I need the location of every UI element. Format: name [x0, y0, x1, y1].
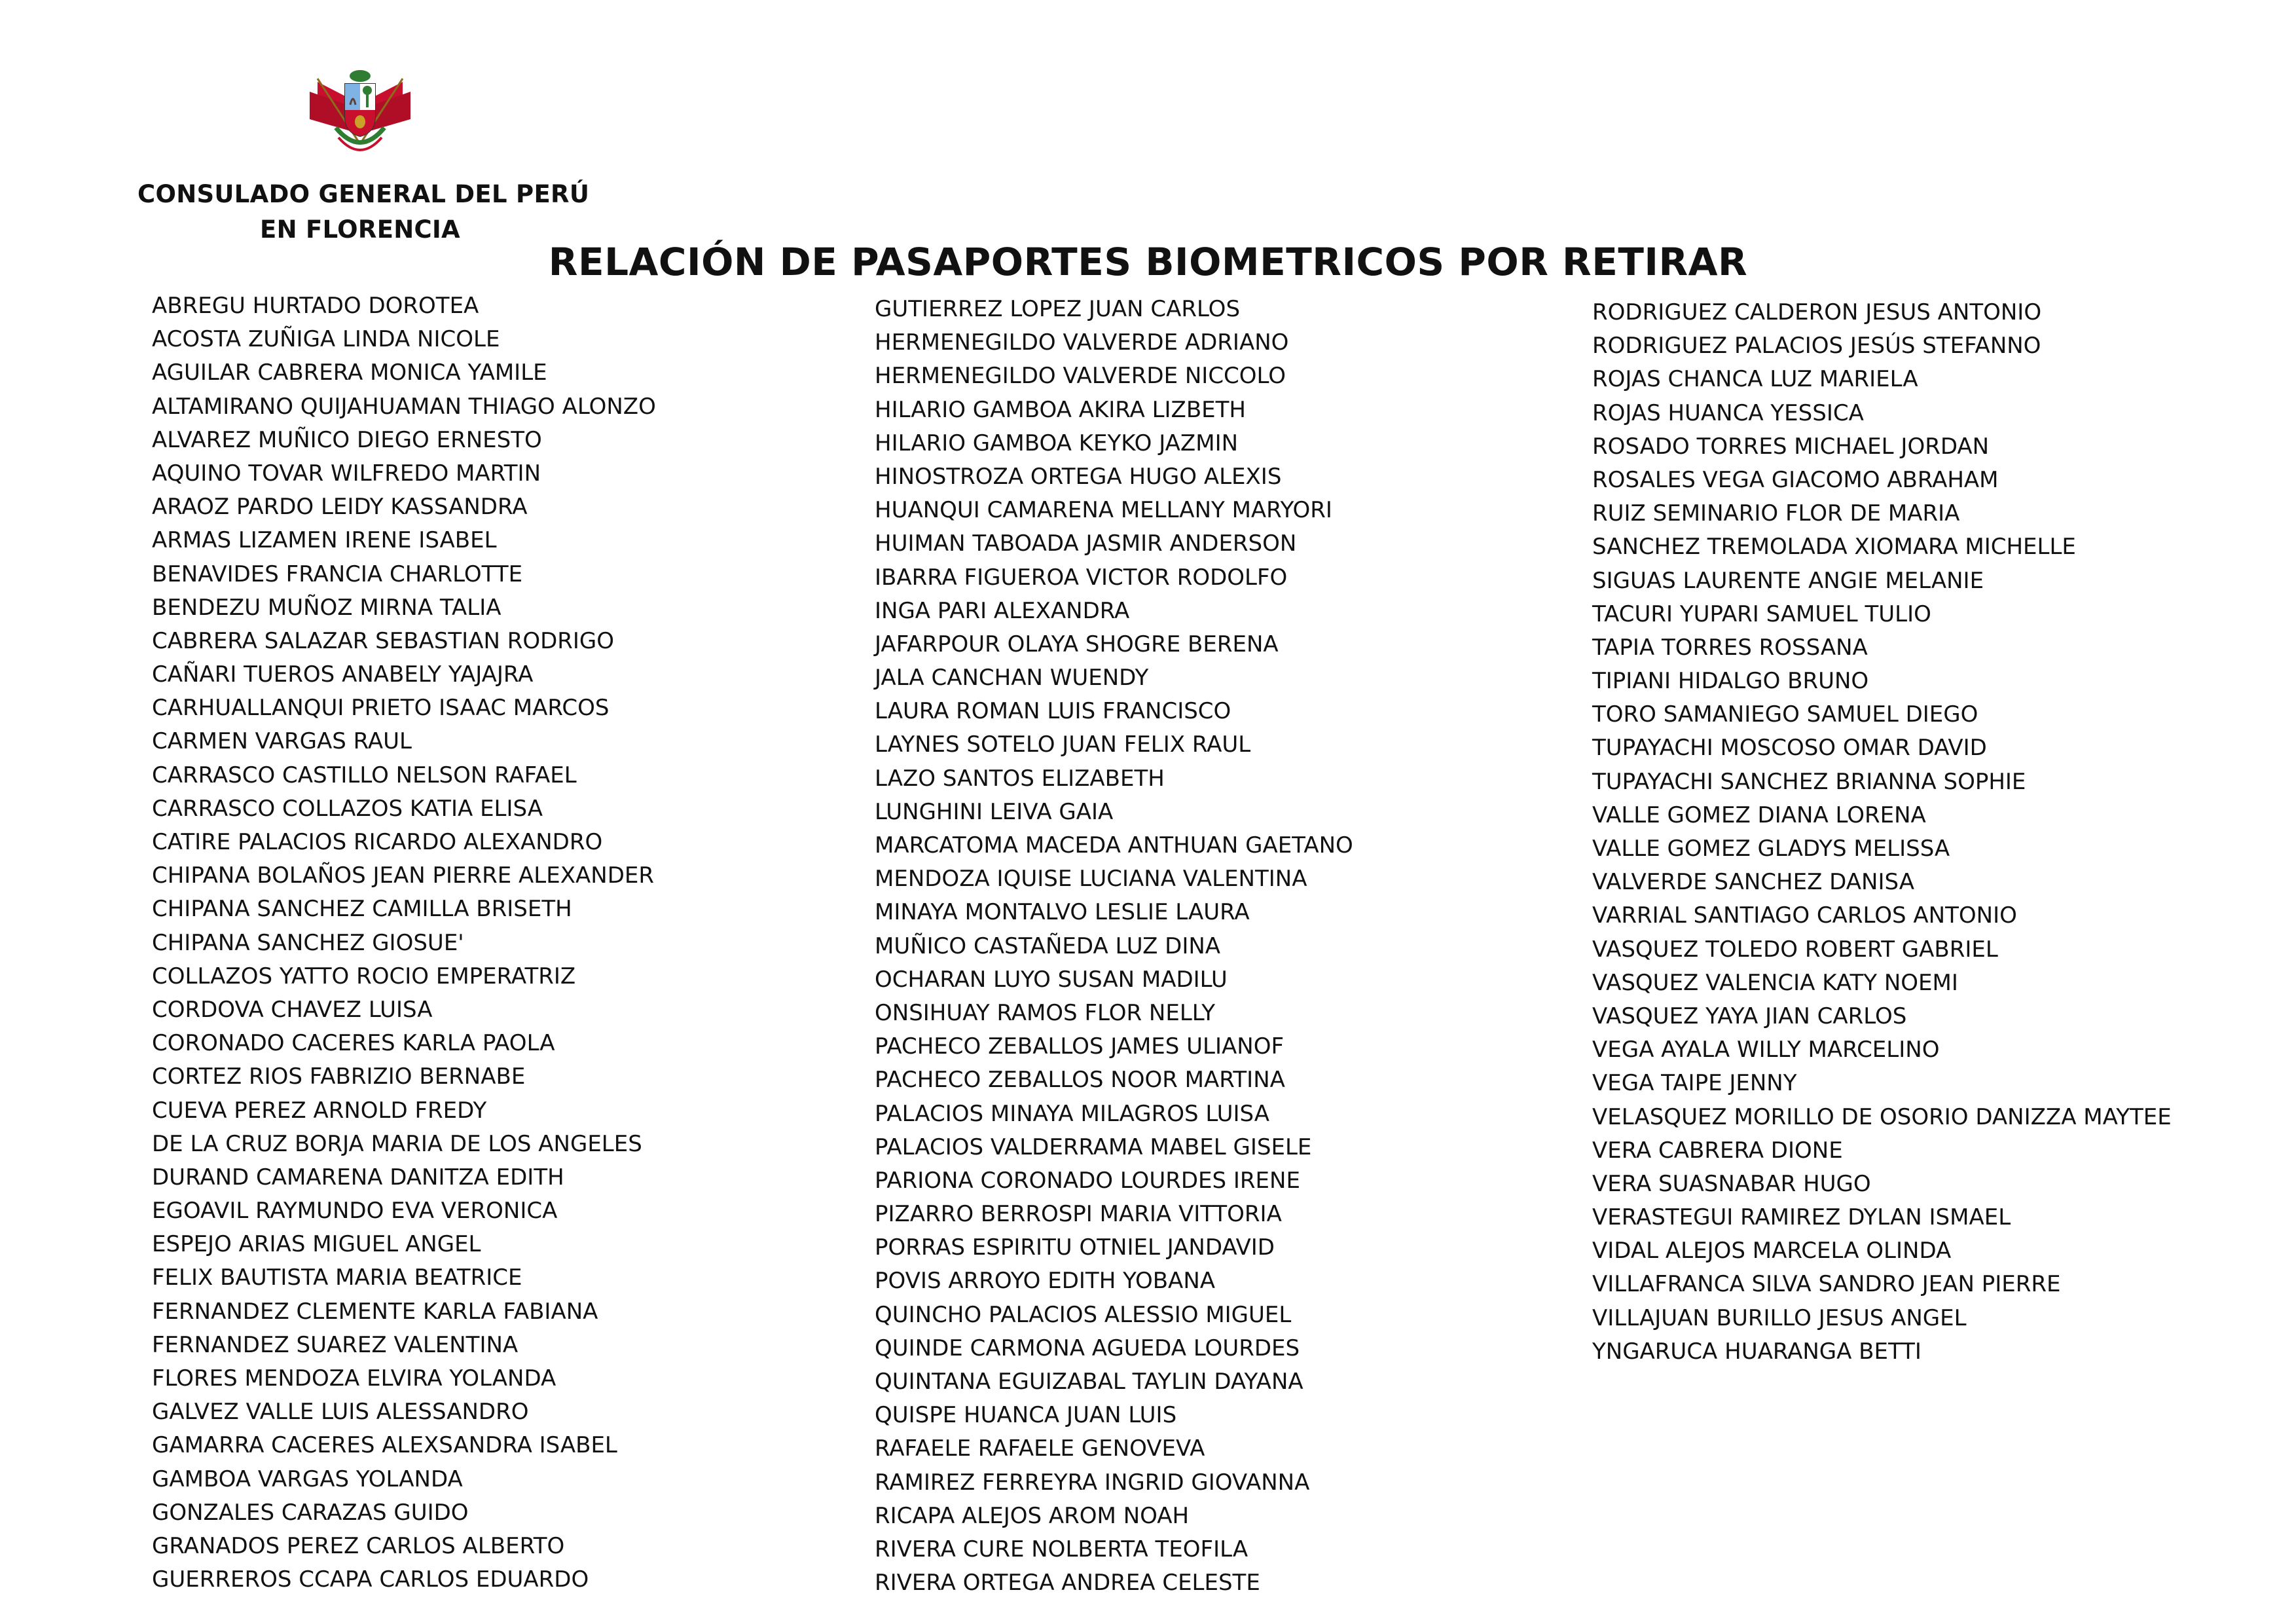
page-title: RELACIÓN DE PASAPORTES BIOMETRICOS POR RETIRAR [548, 240, 1748, 284]
list-item: QUINDE CARMONA AGUEDA LOURDES [875, 1335, 1300, 1361]
list-item: TACURI YUPARI SAMUEL TULIO [1592, 600, 1931, 627]
list-item: ROSADO TORRES MICHAEL JORDAN [1592, 433, 1990, 460]
list-item: CHIPANA SANCHEZ CAMILLA BRISETH [152, 896, 572, 923]
list-item: ACOSTA ZUÑIGA LINDA NICOLE [152, 326, 500, 353]
list-item: VASQUEZ VALENCIA KATY NOEMI [1592, 969, 1958, 996]
list-item: YNGARUCA HUARANGA BETTI [1592, 1338, 1922, 1365]
list-item: VELASQUEZ MORILLO DE OSORIO DANIZZA MAYTEE [1592, 1103, 2172, 1130]
list-item: VALVERDE SANCHEZ DANISA [1592, 869, 1914, 896]
list-item: RAFAELE RAFAELE GENOVEVA [875, 1435, 1205, 1462]
list-item: CARMEN VARGAS RAUL [152, 728, 412, 755]
list-item: DURAND CAMARENA DANITZA EDITH [152, 1164, 564, 1190]
list-item: GAMARRA CACERES ALEXSANDRA ISABEL [152, 1432, 617, 1459]
list-item: HUANQUI CAMARENA MELLANY MARYORI [875, 497, 1332, 524]
list-item: VASQUEZ TOLEDO ROBERT GABRIEL [1592, 936, 1998, 963]
list-item: ROSALES VEGA GIACOMO ABRAHAM [1592, 466, 1999, 493]
list-item: CUEVA PEREZ ARNOLD FREDY [152, 1097, 487, 1124]
list-item: VEGA AYALA WILLY MARCELINO [1592, 1037, 1940, 1063]
list-item: GUTIERREZ LOPEZ JUAN CARLOS [875, 296, 1241, 322]
list-item: CHIPANA BOLAÑOS JEAN PIERRE ALEXANDER [152, 862, 654, 889]
list-item: GAMBOA VARGAS YOLANDA [152, 1466, 463, 1492]
list-item: PORRAS ESPIRITU OTNIEL JANDAVID [875, 1234, 1275, 1261]
list-item: JALA CANCHAN WUENDY [875, 665, 1149, 692]
list-item: TORO SAMANIEGO SAMUEL DIEGO [1592, 701, 1978, 728]
list-item: GRANADOS PEREZ CARLOS ALBERTO [152, 1532, 565, 1559]
list-item: PARIONA CORONADO LOURDES IRENE [875, 1167, 1300, 1194]
list-item: VILLAJUAN BURILLO JESUS ANGEL [1592, 1304, 1967, 1331]
consulate-name: CONSULADO GENERAL DEL PERÚ [137, 180, 590, 208]
consulate-header [137, 65, 590, 248]
list-item: VALLE GOMEZ GLADYS MELISSA [1592, 836, 1950, 862]
names-column-2 [875, 293, 1353, 1600]
names-column-1 [152, 289, 656, 1596]
list-item: RAMIREZ FERREYRA INGRID GIOVANNA [875, 1469, 1310, 1496]
list-item: JAFARPOUR OLAYA SHOGRE BERENA [875, 631, 1279, 657]
list-item: ROJAS HUANCA YESSICA [1592, 399, 1864, 426]
list-item: CARHUALLANQUI PRIETO ISAAC MARCOS [152, 695, 610, 722]
list-item: TUPAYACHI MOSCOSO OMAR DAVID [1592, 735, 1987, 762]
list-item: PIZARRO BERROSPI MARIA VITTORIA [875, 1201, 1282, 1228]
list-item: BENAVIDES FRANCIA CHARLOTTE [152, 561, 523, 587]
list-item: SANCHEZ TREMOLADA XIOMARA MICHELLE [1592, 534, 2076, 561]
list-item: LUNGHINI LEIVA GAIA [875, 798, 1114, 825]
list-item: GONZALES CARAZAS GUIDO [152, 1499, 469, 1526]
list-item: LAYNES SOTELO JUAN FELIX RAUL [875, 731, 1251, 758]
list-item: CARRASCO COLLAZOS KATIA ELISA [152, 795, 543, 822]
list-item: RUIZ SEMINARIO FLOR DE MARIA [1592, 500, 1960, 527]
list-item: MUÑICO CASTAÑEDA LUZ DINA [875, 932, 1221, 959]
list-item: CORTEZ RIOS FABRIZIO BERNABE [152, 1063, 526, 1090]
list-item: ABREGU HURTADO DOROTEA [152, 293, 479, 319]
list-item: QUINCHO PALACIOS ALESSIO MIGUEL [875, 1301, 1292, 1328]
list-item: HERMENEGILDO VALVERDE ADRIANO [875, 329, 1289, 356]
list-item: QUISPE HUANCA JUAN LUIS [875, 1402, 1177, 1429]
list-item: VASQUEZ YAYA JIAN CARLOS [1592, 1003, 1907, 1029]
list-item: QUINTANA EGUIZABAL TAYLIN DAYANA [875, 1369, 1303, 1395]
list-item: HILARIO GAMBOA KEYKO JAZMIN [875, 430, 1239, 456]
list-item: EGOAVIL RAYMUNDO EVA VERONICA [152, 1198, 558, 1225]
peru-coat-of-arms-icon [298, 65, 422, 164]
list-item: DE LA CRUZ BORJA MARIA DE LOS ANGELES [152, 1130, 642, 1157]
list-item: CAÑARI TUEROS ANABELY YAJAJRA [152, 661, 534, 688]
list-item: VERA SUASNABAR HUGO [1592, 1170, 1871, 1197]
list-item: POVIS ARROYO EDITH YOBANA [875, 1268, 1216, 1295]
list-item: SIGUAS LAURENTE ANGIE MELANIE [1592, 567, 1984, 594]
list-item: TUPAYACHI SANCHEZ BRIANNA SOPHIE [1592, 768, 2026, 795]
list-item: RODRIGUEZ PALACIOS JESÚS STEFANNO [1592, 333, 2041, 360]
list-item: VERA CABRERA DIONE [1592, 1137, 1843, 1164]
list-item: MENDOZA IQUISE LUCIANA VALENTINA [875, 866, 1307, 893]
list-item: PALACIOS VALDERRAMA MABEL GISELE [875, 1134, 1312, 1160]
list-item: CATIRE PALACIOS RICARDO ALEXANDRO [152, 829, 603, 855]
list-item: RIVERA ORTEGA ANDREA CELESTE [875, 1570, 1260, 1596]
list-item: OCHARAN LUYO SUSAN MADILU [875, 966, 1228, 993]
list-item: INGA PARI ALEXANDRA [875, 597, 1130, 624]
list-item: IBARRA FIGUEROA VICTOR RODOLFO [875, 564, 1288, 591]
list-item: ALTAMIRANO QUIJAHUAMAN THIAGO ALONZO [152, 393, 656, 420]
list-item: ONSIHUAY RAMOS FLOR NELLY [875, 999, 1215, 1026]
list-item: CHIPANA SANCHEZ GIOSUE' [152, 929, 464, 956]
list-item: VILLAFRANCA SILVA SANDRO JEAN PIERRE [1592, 1271, 2061, 1298]
list-item: FERNANDEZ CLEMENTE KARLA FABIANA [152, 1298, 598, 1325]
list-item: ARMAS LIZAMEN IRENE ISABEL [152, 527, 497, 554]
list-item: AGUILAR CABRERA MONICA YAMILE [152, 360, 547, 386]
list-item: ESPEJO ARIAS MIGUEL ANGEL [152, 1231, 481, 1258]
list-item: LAURA ROMAN LUIS FRANCISCO [875, 698, 1231, 725]
list-item: HERMENEGILDO VALVERDE NICCOLO [875, 363, 1286, 390]
list-item: MARCATOMA MACEDA ANTHUAN GAETANO [875, 832, 1353, 858]
consulate-city: EN FLORENCIA [260, 215, 460, 244]
list-item: BENDEZU MUÑOZ MIRNA TALIA [152, 594, 501, 621]
list-item: RIVERA CURE NOLBERTA TEOFILA [875, 1536, 1248, 1562]
list-item: COLLAZOS YATTO ROCIO EMPERATRIZ [152, 963, 576, 989]
list-item: CORONADO CACERES KARLA PAOLA [152, 1030, 555, 1057]
list-item: HILARIO GAMBOA AKIRA LIZBETH [875, 396, 1246, 423]
list-item: PALACIOS MINAYA MILAGROS LUISA [875, 1100, 1270, 1127]
list-item: ALVAREZ MUÑICO DIEGO ERNESTO [152, 426, 542, 453]
list-item: GALVEZ VALLE LUIS ALESSANDRO [152, 1399, 529, 1426]
list-item: VEGA TAIPE JENNY [1592, 1070, 1797, 1097]
list-item: RICAPA ALEJOS AROM NOAH [875, 1502, 1190, 1529]
list-item: CABRERA SALAZAR SEBASTIAN RODRIGO [152, 627, 615, 654]
list-item: FLORES MENDOZA ELVIRA YOLANDA [152, 1365, 556, 1392]
names-column-3 [1592, 296, 2172, 1369]
list-item: TAPIA TORRES ROSSANA [1592, 634, 1868, 661]
list-item: AQUINO TOVAR WILFREDO MARTIN [152, 460, 541, 487]
list-item: PACHECO ZEBALLOS NOOR MARTINA [875, 1067, 1285, 1094]
list-item: LAZO SANTOS ELIZABETH [875, 765, 1165, 792]
list-item: MINAYA MONTALVO LESLIE LAURA [875, 899, 1250, 926]
list-item: FELIX BAUTISTA MARIA BEATRICE [152, 1264, 522, 1291]
list-item: CORDOVA CHAVEZ LUISA [152, 996, 433, 1023]
list-item: ROJAS CHANCA LUZ MARIELA [1592, 366, 1918, 393]
list-item: VARRIAL SANTIAGO CARLOS ANTONIO [1592, 902, 2017, 929]
list-item: HUIMAN TABOADA JASMIR ANDERSON [875, 530, 1297, 557]
list-item: GUERREROS CCAPA CARLOS EDUARDO [152, 1566, 589, 1593]
list-item: PACHECO ZEBALLOS JAMES ULIANOF [875, 1033, 1285, 1060]
list-item: VERASTEGUI RAMIREZ DYLAN ISMAEL [1592, 1204, 2011, 1231]
list-item: ARAOZ PARDO LEIDY KASSANDRA [152, 494, 528, 521]
list-item: FERNANDEZ SUAREZ VALENTINA [152, 1331, 519, 1358]
list-item: VIDAL ALEJOS MARCELA OLINDA [1592, 1238, 1952, 1264]
list-item: CARRASCO CASTILLO NELSON RAFAEL [152, 762, 577, 788]
list-item: HINOSTROZA ORTEGA HUGO ALEXIS [875, 463, 1282, 490]
list-item: RODRIGUEZ CALDERON JESUS ANTONIO [1592, 299, 2042, 325]
list-item: TIPIANI HIDALGO BRUNO [1592, 668, 1869, 695]
list-item: VALLE GOMEZ DIANA LORENA [1592, 802, 1926, 828]
